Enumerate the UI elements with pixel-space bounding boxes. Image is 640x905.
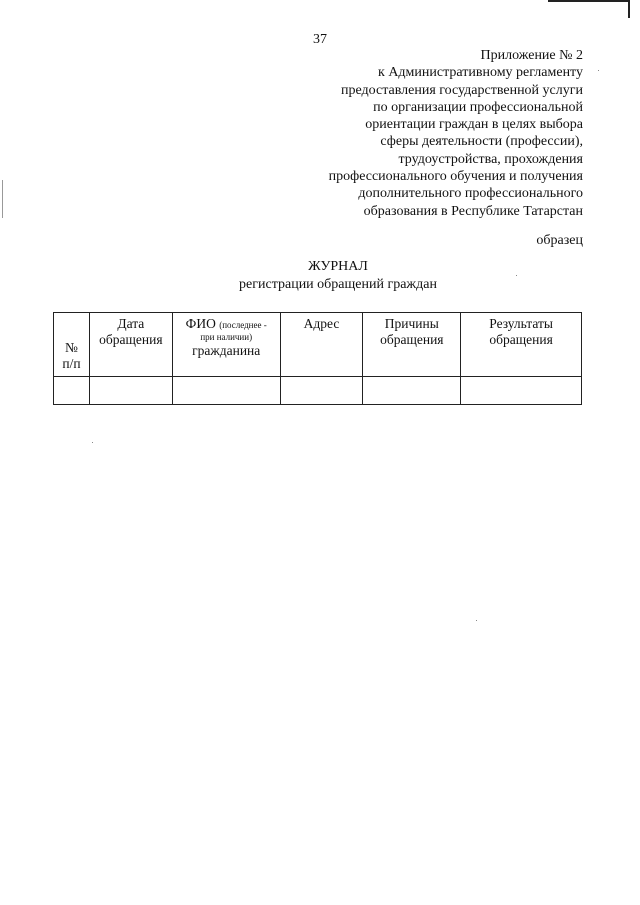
fio-tail-label: гражданина: [192, 343, 261, 358]
column-header-results: [461, 313, 582, 377]
appendix-line: трудоустройства, прохождения: [398, 151, 583, 167]
scan-speck: [92, 442, 93, 443]
appendix-line: профессионального обучения и получения: [328, 169, 583, 185]
column-header-number: [54, 313, 90, 377]
scan-speck: [598, 70, 599, 71]
journal-subtitle: регистрации обращений граждан: [239, 277, 437, 292]
header-line: обращения: [380, 332, 444, 347]
header-line: обращения: [99, 332, 163, 347]
fio-main-label: ФИО: [185, 316, 216, 331]
appendix-header: [263, 47, 583, 220]
header-line: Причины: [384, 316, 439, 331]
scan-speck: [516, 275, 517, 276]
appendix-line: по организации профессиональной: [373, 99, 583, 115]
appendix-line: образования в Республике Татарстан: [363, 203, 583, 219]
header-line: Адрес: [303, 316, 340, 331]
table-header-row: [54, 313, 582, 377]
column-header-reasons: [363, 313, 461, 377]
table-cell: [172, 377, 280, 405]
table-cell: [363, 377, 461, 405]
appendix-line: Приложение № 2: [480, 48, 583, 63]
registration-table: [53, 312, 582, 405]
appendix-line: к Административному регламенту: [378, 65, 583, 81]
appendix-line: дополнительного профессионального: [358, 186, 583, 202]
header-line: обращения: [489, 332, 553, 347]
table-cell: [461, 377, 582, 405]
table-cell: [54, 377, 90, 405]
column-header-address: [280, 313, 363, 377]
header-line: Результаты: [489, 316, 553, 331]
appendix-line: ориентации граждан в целях выбора: [365, 117, 583, 133]
fio-note-label: (последнее -: [219, 320, 267, 330]
column-header-fio: [172, 313, 280, 377]
scan-edge-mark-left: [2, 180, 3, 218]
journal-heading: [0, 258, 640, 294]
table-row: [54, 377, 582, 405]
header-line: Дата: [117, 316, 145, 331]
appendix-line: предоставления государственной услуги: [341, 82, 583, 98]
scan-speck: [476, 620, 477, 621]
scan-edge-mark-top: [548, 0, 628, 2]
header-line: п/п: [62, 356, 81, 371]
header-line: №: [65, 340, 78, 355]
journal-title: ЖУРНАЛ: [308, 259, 368, 274]
scan-edge-mark-right: [628, 0, 630, 18]
appendix-line: сферы деятельности (профессии),: [380, 134, 583, 150]
fio-note-label: при наличии): [200, 332, 253, 342]
page-number: 37: [313, 32, 327, 47]
table-cell: [280, 377, 363, 405]
sample-label: образец: [536, 233, 583, 248]
column-header-date: [89, 313, 172, 377]
table-cell: [89, 377, 172, 405]
header-line: [173, 316, 280, 332]
